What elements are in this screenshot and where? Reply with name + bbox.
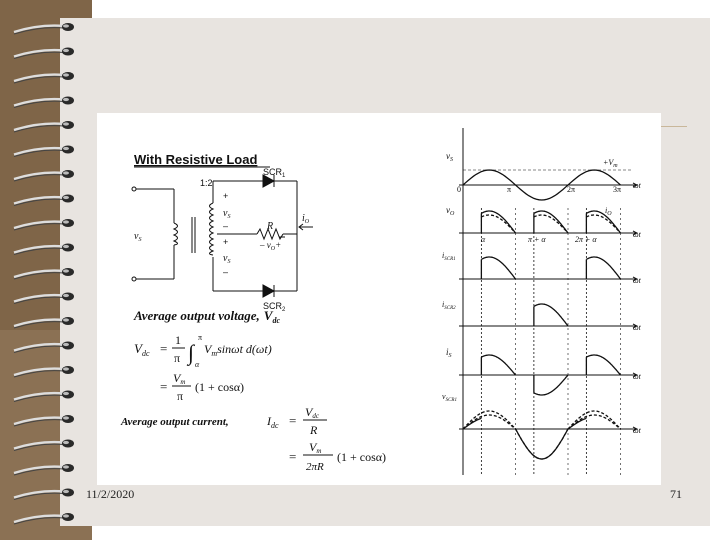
wave-vscr1-source-ref-3 (568, 411, 621, 429)
wave-vm-label: $+V_m$ (603, 158, 618, 169)
spiral-ring (14, 513, 74, 524)
vdc-equals-2: = (160, 379, 168, 394)
idc-equals: = (289, 413, 297, 428)
wave-io-segment (481, 215, 515, 233)
input-terminal-bottom (132, 277, 136, 281)
wave-vo-segment (586, 211, 620, 233)
spiral-ring (14, 48, 74, 59)
waveform-plots (459, 128, 637, 475)
wave-is-segment (586, 355, 620, 375)
idc-frac-num: Vdc (305, 405, 319, 420)
avg-current-heading: Average output current, (121, 416, 229, 428)
wave-is-segment (534, 375, 568, 395)
spiral-ring (14, 170, 74, 181)
idc-vm-num: Vm (309, 440, 322, 455)
vm-frac-den: π (177, 389, 184, 403)
wave-iscr1-label: $i_{SCR1}$ (442, 251, 456, 262)
idc-2pir-den: 2πR (306, 461, 324, 473)
spiral-ring (14, 23, 74, 34)
wave-vscr1-reverse-dashed (516, 429, 569, 459)
integral-lower: α (195, 360, 200, 369)
wave-is-label: $i_S$ (446, 347, 452, 359)
wave-is-axis-label: ωt (633, 372, 641, 381)
spiral-ring (14, 293, 74, 304)
idc-frac-den: R (310, 423, 318, 437)
vs-input-label: $v_S$ (134, 231, 142, 243)
wave-iscr2-axis-label: ωt (633, 323, 641, 332)
transformer-ratio: 1:2 (200, 178, 213, 188)
spiral-ring (14, 464, 74, 475)
wave-zero-label: 0 (457, 185, 461, 194)
wave-vo-label: $v_O$ (446, 205, 455, 217)
spiral-ring (14, 244, 74, 255)
footer-date: 11/2/2020 (86, 487, 135, 501)
vdc-frac-num: 1 (175, 333, 181, 347)
wave-vscr1-reverse (516, 429, 569, 459)
figure-heading: With Resistive Load (134, 152, 258, 167)
spiral-ring (14, 489, 74, 500)
vdc-cos-term: (1 + cosα) (195, 380, 245, 394)
wave-iscr2-segment (534, 304, 568, 326)
wave-pi-alpha-label: π + α (528, 235, 546, 244)
spiral-ring (14, 146, 74, 157)
spiral-ring (14, 440, 74, 451)
wave-pi-label: π (507, 185, 512, 194)
page-number: 71 (670, 487, 682, 501)
wave-alpha-label: α (481, 235, 486, 244)
spiral-binding (0, 0, 90, 540)
spiral-ring (14, 391, 74, 402)
vdc-equals: = (160, 341, 168, 356)
secondary-vs-bottom: $v_S$ (223, 253, 231, 265)
integral-sign: ∫ (188, 340, 195, 365)
wave-2pi-alpha-label: 2π + α (575, 235, 597, 244)
input-terminal-top (132, 187, 136, 191)
slide-figure (97, 113, 661, 485)
spiral-ring (14, 366, 74, 377)
idc-equals-2: = (289, 449, 297, 464)
wave-vscr1-label: $v_{SCR1}$ (442, 392, 457, 403)
secondary-minus-bottom: – (223, 267, 229, 277)
wave-iscr2-label: $i_{SCR2}$ (442, 300, 456, 311)
wave-vo-segment (481, 211, 515, 233)
avg-voltage-heading: Average output voltage, $V_{dc}$ (134, 308, 281, 325)
wave-vo-segment (534, 211, 568, 233)
spiral-ring (14, 342, 74, 353)
wave-is-segment (481, 355, 515, 375)
scr1-label: $SCR_1$ (263, 167, 286, 179)
spiral-ring (14, 195, 74, 206)
spiral-ring (14, 97, 74, 108)
spiral-ring (14, 72, 74, 83)
vdc-frac-den: π (174, 351, 181, 365)
wave-iscr1-segment (481, 257, 515, 279)
spiral-ring (14, 121, 74, 132)
vdc-lhs: $V_{dc}$ (134, 341, 150, 358)
integrand: $V_m\sin\omega t$ d(ωt) (204, 342, 272, 358)
wave-vs-label: $v_S$ (446, 151, 453, 163)
wave-vo-axis-label: ωt (633, 230, 641, 239)
figure-canvas (97, 113, 661, 485)
idc-cos-term: (1 + cosα) (337, 450, 387, 464)
idc-lhs: $I_{dc}$ (267, 414, 279, 430)
wave-vscr1-source-ref-2 (463, 415, 516, 429)
secondary-vs-top: $v_S$ (223, 208, 231, 220)
wave-io-label: $i_O$ (605, 206, 612, 217)
wave-vscr1-axis-label: ωt (633, 426, 641, 435)
secondary-plus-bottom: + (223, 237, 229, 247)
io-arrow-label: $i_O$ (302, 213, 310, 225)
vm-num: Vm (173, 371, 186, 386)
secondary-plus-top: + (223, 191, 229, 201)
wave-3pi-label: 3π (613, 185, 622, 194)
integral-upper: π (198, 333, 203, 342)
wave-io-segment (586, 215, 620, 233)
spiral-ring (14, 317, 74, 328)
scr2-label: $SCR_2$ (263, 301, 286, 313)
load-resistor-label: R (267, 221, 274, 232)
secondary-minus-top: – (223, 221, 229, 231)
wave-vs-axis-label: ωt (633, 181, 641, 190)
spiral-ring (14, 268, 74, 279)
wave-io-segment (534, 215, 568, 233)
wave-2pi-label: 2π (567, 185, 576, 194)
spiral-ring (14, 415, 74, 426)
wave-iscr1-axis-label: ωt (633, 276, 641, 285)
wave-vscr1-source-ref (463, 411, 516, 429)
vo-load-label: – $v_O+$ (260, 240, 282, 252)
spiral-ring (14, 219, 74, 230)
wave-vscr1-source-ref-4 (568, 415, 621, 429)
wave-iscr1-segment (586, 257, 620, 279)
